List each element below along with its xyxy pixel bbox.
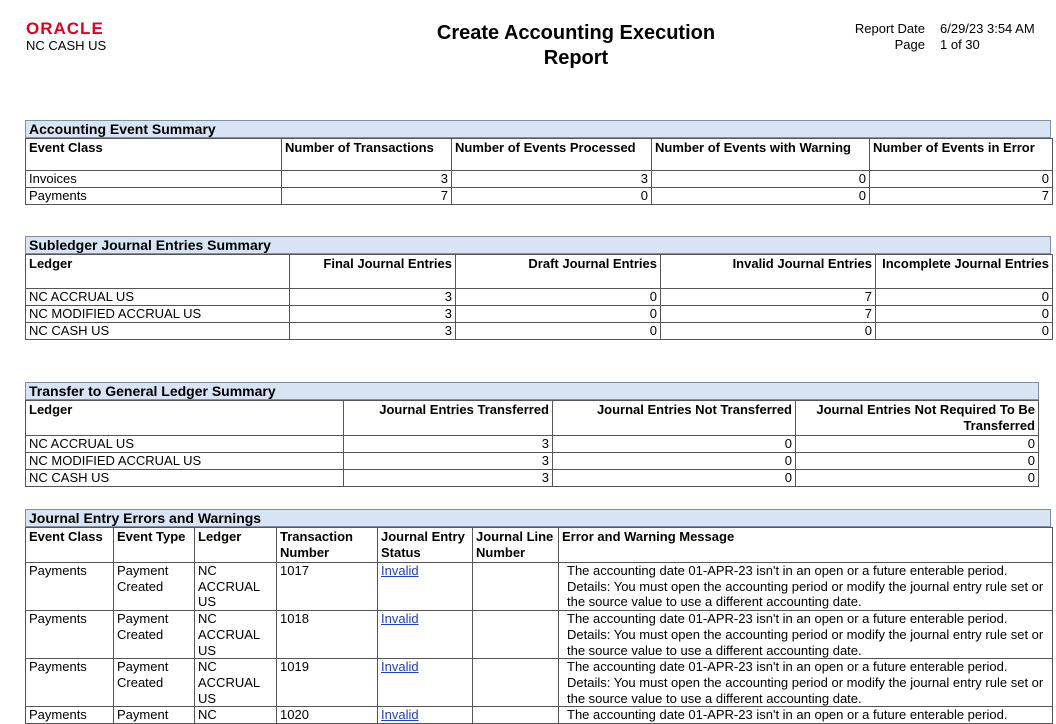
cell: 0 xyxy=(452,188,652,205)
cell: 0 xyxy=(796,470,1039,487)
table-row xyxy=(26,171,1053,188)
col-header: Incomplete Journal Entries xyxy=(876,255,1053,289)
table-row xyxy=(26,436,1039,453)
table-row xyxy=(26,188,1053,205)
cell: 0 xyxy=(876,289,1053,306)
col-header: Number of Events with Warning xyxy=(652,139,870,171)
cell: Payment Created xyxy=(114,659,195,707)
cell: NC ACCRUAL US xyxy=(26,436,344,453)
col-header: Final Journal Entries xyxy=(290,255,456,289)
errors-warnings xyxy=(25,509,1051,724)
col-header: Event Type xyxy=(114,528,195,563)
cell: 0 xyxy=(870,171,1053,188)
status-cell xyxy=(378,563,473,611)
col-header: Transaction Number xyxy=(277,528,378,563)
section-title: Accounting Event Summary xyxy=(25,120,1051,138)
report-title-line1: Create Accounting Execution xyxy=(436,22,716,44)
col-header: Journal Line Number xyxy=(473,528,559,563)
subledger-summary xyxy=(25,236,1051,340)
col-header: Journal Entries Not Required To Be Transferred xyxy=(796,401,1039,436)
col-header: Invalid Journal Entries xyxy=(661,255,876,289)
oracle-logo xyxy=(26,20,106,53)
report-date-label: Report Date xyxy=(854,21,925,36)
cell: 0 xyxy=(652,188,870,205)
cell: 0 xyxy=(661,323,876,340)
errors-table xyxy=(25,527,1053,724)
cell: 0 xyxy=(796,453,1039,470)
report-title xyxy=(330,21,822,71)
section-title: Subledger Journal Entries Summary xyxy=(25,236,1051,254)
col-header: Ledger xyxy=(26,401,344,436)
cell: 3 xyxy=(344,453,553,470)
table-row xyxy=(26,323,1053,340)
message-cell: The accounting date 01-APR-23 isn't in an open or a future enterable period. xyxy=(559,707,1053,724)
accounting-event-summary xyxy=(25,120,1051,205)
cell: NC MODIFIED ACCRUAL US xyxy=(26,306,290,323)
status-cell xyxy=(378,707,473,724)
event-summary-table xyxy=(25,138,1053,205)
cell: Payment xyxy=(114,707,195,724)
table-row xyxy=(26,306,1053,323)
section-title: Journal Entry Errors and Warnings xyxy=(25,509,1051,527)
cell: 0 xyxy=(456,323,661,340)
cell: 3 xyxy=(282,171,452,188)
cell: 0 xyxy=(796,436,1039,453)
report-date-value: 6/29/23 3:54 AM xyxy=(940,21,1035,36)
cell: Invoices xyxy=(26,171,282,188)
cell: 1018 xyxy=(277,611,378,659)
cell: 0 xyxy=(876,323,1053,340)
table-row xyxy=(26,563,1053,611)
cell: Payment Created xyxy=(114,563,195,611)
status-cell xyxy=(378,611,473,659)
cell: Payments xyxy=(26,707,114,724)
cell: 0 xyxy=(553,470,796,487)
subledger-summary-table xyxy=(25,254,1053,340)
col-header: Error and Warning Message xyxy=(559,528,1053,563)
message-cell: The accounting date 01-APR-23 isn't in an open or a future enterable period. Details: You must open the accounting period or modify the journal entry rule set or the source value to use a different accounting date. xyxy=(559,659,1053,707)
cell: 0 xyxy=(456,306,661,323)
col-header: Draft Journal Entries xyxy=(456,255,661,289)
col-header: Journal Entries Transferred xyxy=(344,401,553,436)
cell: Payments xyxy=(26,188,282,205)
report-meta xyxy=(820,21,1035,53)
status-cell xyxy=(378,659,473,707)
cell: 0 xyxy=(456,289,661,306)
transfer-summary xyxy=(25,382,1037,487)
invalid-status-link[interactable]: Invalid xyxy=(381,563,419,578)
message-cell: The accounting date 01-APR-23 isn't in an open or a future enterable period. Details: You must open the accounting period or modify the journal entry rule set or the source value to use a different accounting date. xyxy=(559,611,1053,659)
message-cell: The accounting date 01-APR-23 isn't in an open or a future enterable period. Details: You must open the accounting period or modify the journal entry rule set or the source value to use a different accounting date. xyxy=(559,563,1053,611)
cell: 7 xyxy=(870,188,1053,205)
cell: 7 xyxy=(661,306,876,323)
col-header: Number of Events Processed xyxy=(452,139,652,171)
cell: 3 xyxy=(344,470,553,487)
section-title: Transfer to General Ledger Summary xyxy=(25,382,1039,400)
col-header: Ledger xyxy=(26,255,290,289)
invalid-status-link[interactable]: Invalid xyxy=(381,659,419,675)
cell: NC CASH US xyxy=(26,470,344,487)
cell: NC MODIFIED ACCRUAL US xyxy=(26,453,344,470)
cell: 7 xyxy=(282,188,452,205)
col-header: Number of Events in Error xyxy=(870,139,1053,171)
cell: 3 xyxy=(290,323,456,340)
table-row xyxy=(26,289,1053,306)
cell: 0 xyxy=(876,306,1053,323)
cell: 3 xyxy=(290,289,456,306)
invalid-status-link[interactable]: Invalid xyxy=(381,611,419,627)
cell: NC ACCRUAL US xyxy=(195,563,277,611)
cell: 1017 xyxy=(277,563,378,611)
cell: NC xyxy=(195,707,277,724)
col-header: Event Class xyxy=(26,528,114,563)
cell: 1019 xyxy=(277,659,378,707)
cell: NC ACCRUAL US xyxy=(26,289,290,306)
cell xyxy=(473,611,559,659)
col-header: Number of Transactions xyxy=(282,139,452,171)
table-row xyxy=(26,611,1053,659)
col-header: Journal Entries Not Transferred xyxy=(553,401,796,436)
cell xyxy=(473,659,559,707)
page-value: 1 of 30 xyxy=(940,37,980,52)
table-row xyxy=(26,659,1053,707)
cell: Payment Created xyxy=(114,611,195,659)
cell: 3 xyxy=(452,171,652,188)
cell: NC CASH US xyxy=(26,323,290,340)
cell: 7 xyxy=(661,289,876,306)
cell: 0 xyxy=(553,453,796,470)
entity-name: NC CASH US xyxy=(26,38,107,53)
invalid-status-link[interactable]: Invalid xyxy=(381,707,419,723)
col-header: Journal Entry Status xyxy=(378,528,473,563)
col-header: Event Class xyxy=(26,139,282,171)
cell: 3 xyxy=(344,436,553,453)
cell: Payments xyxy=(26,563,114,611)
cell xyxy=(473,563,559,611)
table-row xyxy=(26,470,1039,487)
page-label: Page xyxy=(894,37,925,52)
table-row xyxy=(26,707,1053,724)
brand-name: ORACLE xyxy=(26,19,104,38)
cell: 3 xyxy=(290,306,456,323)
cell: Payments xyxy=(26,611,114,659)
table-row xyxy=(26,453,1039,470)
cell: 1020 xyxy=(277,707,378,724)
report-title-line2: Report xyxy=(543,47,609,69)
cell: NC ACCRUAL US xyxy=(195,611,277,659)
cell: NC ACCRUAL US xyxy=(195,659,277,707)
transfer-summary-table xyxy=(25,400,1039,487)
col-header: Ledger xyxy=(195,528,277,563)
cell: Payments xyxy=(26,659,114,707)
cell: 0 xyxy=(652,171,870,188)
cell xyxy=(473,707,559,724)
cell: 0 xyxy=(553,436,796,453)
